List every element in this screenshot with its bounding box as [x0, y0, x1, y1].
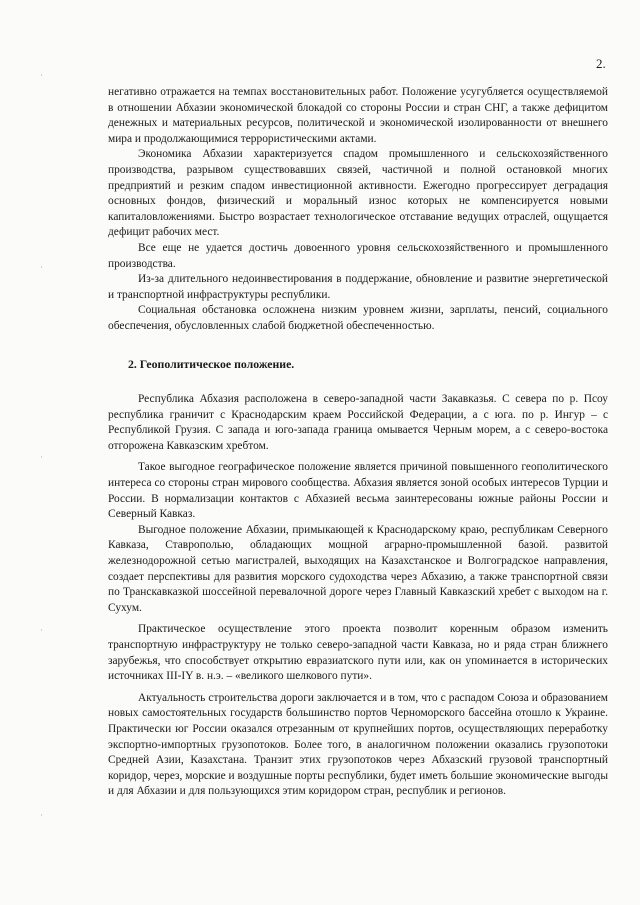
paragraph: Республика Абхазия расположена в северо-западной части Закавказья. С севера по р. Псоу республика граничит с Краснодарским краем Российской Федерации, а с юга. по р. Ингур – с Республикой Грузия. С запада и юго-запада граница омывается Черным морем, а с северо-востока отгорожена Кавказским хребтом. — [108, 393, 608, 452]
document-body — [108, 85, 608, 800]
paragraph: Из-за длительного недоинвестирования в поддержание, обновление и развитие энергетической и транспортной инфраструктуры республики. — [108, 273, 608, 301]
paragraph: Экономика Абхазии характеризуется спадом промышленного и сельскохозяйственного производства, разрывом существовавших связей, частичной и полной остановкой многих предприятий и резким спадом инвестиционной активности. Ежегодно прогрессирует деградация основных фондов, физический и моральный износ которых не компенсируется новыми капиталовложениями. Быстро возрастает технологическое отставание ведущих отраслей, ощущается дефицит рабочих мест. — [108, 148, 608, 239]
paragraph: Все еще не удается достичь довоенного уровня сельскохозяйственного и промышленного производства. — [108, 241, 608, 270]
scan-speck: · — [40, 452, 43, 462]
scan-speck: · — [40, 625, 43, 635]
paragraph: Социальная обстановка осложнена низким уровнем жизни, зарплаты, пенсий, социального обеспечения, обусловленных слабой бюджетной обеспеченностью. — [108, 304, 608, 332]
section-heading: 2. Геополитическое положение. — [128, 356, 295, 371]
scan-speck: · — [40, 70, 43, 80]
paragraph: Практическое осуществление этого проекта позволит коренным образом изменить транспортную инфраструктуру не только северо-западной части Кавказа, но и ряда стран ближнего зарубежья, что способствует открытию евразиатского пути или, как он упоминается в исторических источниках III-IY в. н.э. – «великого шелкового пути». — [108, 623, 608, 683]
paragraph: Выгодное положение Абхазии, примыкающей к Краснодарскому краю, республикам Северного Кавказа, Ставрополью, обладающих мощной аграрно-промышленной базой. развитой железнодорожной сетью магистралей, выходящих на Казахстанское и Волгоградское направления, создает перспективы для развития морского судоходства через Абхазию, а также транспортной связи по Транскавказкой шоссейной перевалочной дороге через Главный Кавказский хребет с выходом на г. Сухум. — [108, 523, 608, 614]
paragraph: Такое выгодное географическое положение является причиной повышенного геополитического интереса со стороны стран мирового сообщества. Абхазия является зоной особых интересов Турции и России. В нормализации контактов с Абхазией весьма заинтересованы южные районы России и Северный Кавказ. — [108, 461, 608, 521]
paragraph: Актуальность строительства дороги заключается и в том, что с распадом Союза и образованием новых самостоятельных государств большинство портов Черноморского бассейна отошло к Украине. Практически юг России оказался отрезанным от крупнейших портов, осуществляющих переработку экспортно-импортных грузопотоков. Более того, в аналогичном положении оказались грузопотоки Средней Азии, Казахстана. Транзит этих грузопотоков через Абхазский грузовой транспортный коридор, через, морские и воздушные порты республики, будет иметь большие экономические выгоды и для Абхазии и для пользующихся этим коридором стран, республик и регионов. — [108, 691, 608, 798]
page-number: 2. — [596, 56, 606, 71]
paragraph: негативно отражается на темпах восстановительных работ. Положение усугубляется осуществляемой в отношении Абхазии экономической блокадой со стороны России и стран СНГ, а также дефицитом денежных и материальных ресурсов, политической и экономической изолированности от внешнего мира и продолжающимися террористическими актами. — [108, 86, 608, 145]
scan-speck: · — [40, 262, 43, 272]
scan-speck: · — [40, 810, 43, 820]
